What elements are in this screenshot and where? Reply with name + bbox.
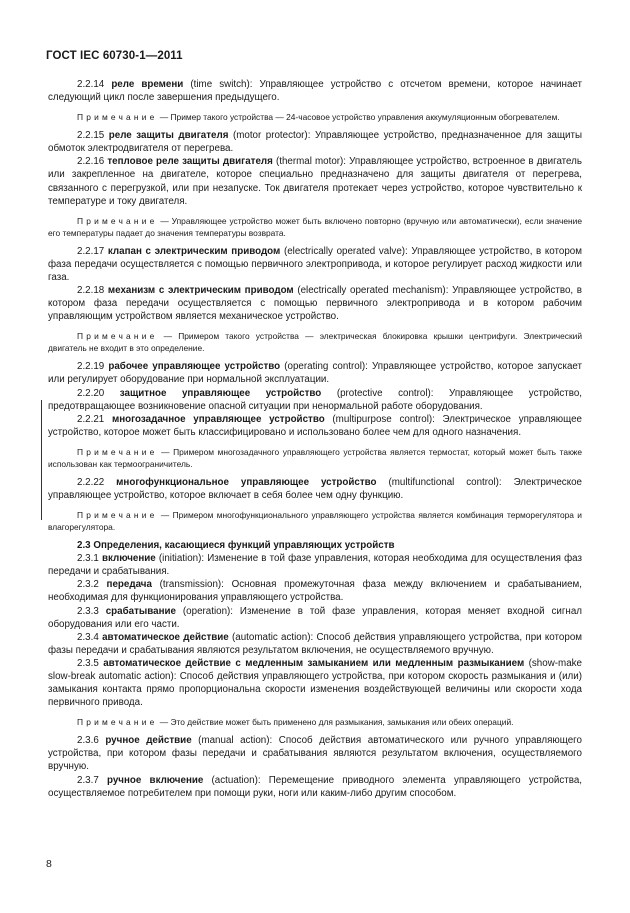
note: Примечание — Примером многофункционального управляющего устройства является комбинация терморегулятора и влагорегулятора. bbox=[48, 510, 582, 533]
definition-2-3-5: 2.3.5 автоматическое действие с медленным замыканием или медленным размыканием (show-make slow-break automatic action): Способ действия управляющего устройства, при котором скорость размыкания и (или) замыкания контакта прямо пропорциональна скорости изменения воздействующей величины или скорости хода первичного привода. bbox=[48, 657, 582, 709]
definition-2-2-14: 2.2.14 реле времени (time switch): Управляющее устройство с отсчетом времени, которое начинает следующий цикл после завершения предыдущего. bbox=[48, 79, 582, 104]
term: реле защиты двигателя bbox=[108, 130, 229, 142]
term: автоматическое действие с медленным замыканием или медленным размыканием bbox=[103, 657, 525, 669]
definition-2-2-21: 2.2.21 многозадачное управляющее устройство (multipurpose control): Электрическое управляющее устройство, которое может быть классифицировано и использовано более чем для одного назначения. bbox=[48, 413, 582, 438]
term: срабатывание bbox=[105, 605, 176, 617]
definition-2-2-22: 2.2.22 многофункциональное управляющее устройство (multifunctional control): Электрическое управляющее устройство, которое включает в себя более чем одну функцию. bbox=[48, 476, 582, 501]
definition-2-3-2: 2.3.2 передача (transmission): Основная промежуточная фаза между включением и срабатыванием, необходимая для функционирования управляющего устройства. bbox=[48, 579, 582, 604]
term: клапан с электрическим приводом bbox=[107, 245, 281, 257]
term: тепловое реле защиты двигателя bbox=[107, 156, 273, 168]
definition-2-3-1: 2.3.1 включение (initiation): Изменение в той фазе управления, которая необходима для осуществления фаз передачи и срабатывания. bbox=[48, 553, 583, 578]
term: ручное включение bbox=[107, 774, 204, 786]
term: многофункциональное управляющее устройство bbox=[116, 476, 377, 488]
term: ручное действие bbox=[105, 735, 192, 747]
term: рабочее управляющее устройство bbox=[108, 361, 281, 373]
note: Примечание — Пример такого устройства — 24-часовое устройство управления аккумуляционным обогревателем. bbox=[77, 112, 560, 123]
definition-2-3-6: 2.3.6 ручное действие (manual action): Способ действия автоматического или ручного управляющего устройства, при котором фазы передачи и срабатывания являются результатом включения, осуществляемого вручную. bbox=[48, 735, 582, 773]
definition-2-2-16: 2.2.16 тепловое реле защиты двигателя (thermal motor): Управляющее устройство, встроенное в двигатель или закрепленное на двигателе, которое специально предназначено для защиты двигателя от перегрева, связанного с перегрузкой, или при незапуске. Ток двигателя протекает через устройство, которое чувствительно к температуре и току двигателя. bbox=[48, 156, 582, 207]
section-heading-2-3: 2.3 Определения, касающиеся функций управляющих устройств bbox=[77, 540, 395, 552]
note: Примечание — Примером многозадачного управляющего устройства является термостат, который может быть также использован как термоограничитель. bbox=[48, 446, 582, 469]
revision-bar bbox=[41, 400, 42, 520]
term: включение bbox=[101, 553, 156, 565]
term: автоматическое действие bbox=[102, 631, 229, 643]
definition-2-2-18: 2.2.18 механизм с электрическим приводом (electrically operated mechanism): Управляющее устройство, в котором фаза передачи осуществляется с помощью первичного электропривода и в котором рабочим управляющим устройством является механическое устройство. bbox=[48, 285, 582, 323]
definition-2-2-19: 2.2.19 рабочее управляющее устройство (operating control): Управляющее устройство, которое запускает или регулирует оборудование при нормальной эксплуатации. bbox=[48, 361, 582, 386]
page-body bbox=[48, 78, 582, 800]
term: реле времени bbox=[111, 79, 184, 90]
page-number: 8 bbox=[46, 858, 52, 870]
definition-2-2-15: 2.2.15 реле защиты двигателя (motor protector): Управляющее устройство, предназначенное для защиты обмоток электродвигателя от перегрева. bbox=[48, 130, 582, 155]
note: Примечание — Управляющее устройство может быть включено повторно (вручную или автоматически), если значение его температуры падает до значения температуры возврата. bbox=[48, 215, 582, 238]
term: защитное управляющее устройство bbox=[119, 387, 322, 399]
definition-2-3-3: 2.3.3 срабатывание (operation): Изменение в той фазе управления, которая меняет входной сигнал оборудования или его части. bbox=[48, 605, 583, 630]
term: многозадачное управляющее устройство bbox=[111, 413, 325, 425]
note: Примечание — Это действие может быть применено для размыкания, замыкания или обеих операций. bbox=[77, 717, 514, 728]
document-header: ГОСТ IEC 60730-1—2011 bbox=[46, 50, 183, 62]
term: передача bbox=[106, 579, 152, 591]
definition-2-3-4: 2.3.4 автоматическое действие (automatic action): Способ действия управляющего устройства, при котором фазы передачи и срабатывания являются результатом включения, не осуществляемого вручную. bbox=[48, 631, 582, 656]
definition-2-2-17: 2.2.17 клапан с электрическим приводом (electrically operated valve): Управляющее устройство, в котором фаза передачи осуществляется с помощью первичного электропривода, и которое регулирует расход жидкости или газа. bbox=[48, 245, 582, 283]
note: Примечание — Примером такого устройства — электрическая блокировка крышки центрифуги. Электрический двигатель не входит в это определение. bbox=[48, 331, 582, 354]
term: механизм с электрическим приводом bbox=[107, 285, 294, 297]
definition-2-2-20: 2.2.20 защитное управляющее устройство (protective control): Управляющее устройство, предотвращающее возникновение опасной ситуации при ненормальной работе оборудования. bbox=[48, 387, 582, 412]
definition-2-3-7: 2.3.7 ручное включение (actuation): Перемещение приводного элемента управляющего устройства, осуществляемое потребителем при помощи руки, ноги или каким-либо другим способом. bbox=[48, 774, 583, 799]
